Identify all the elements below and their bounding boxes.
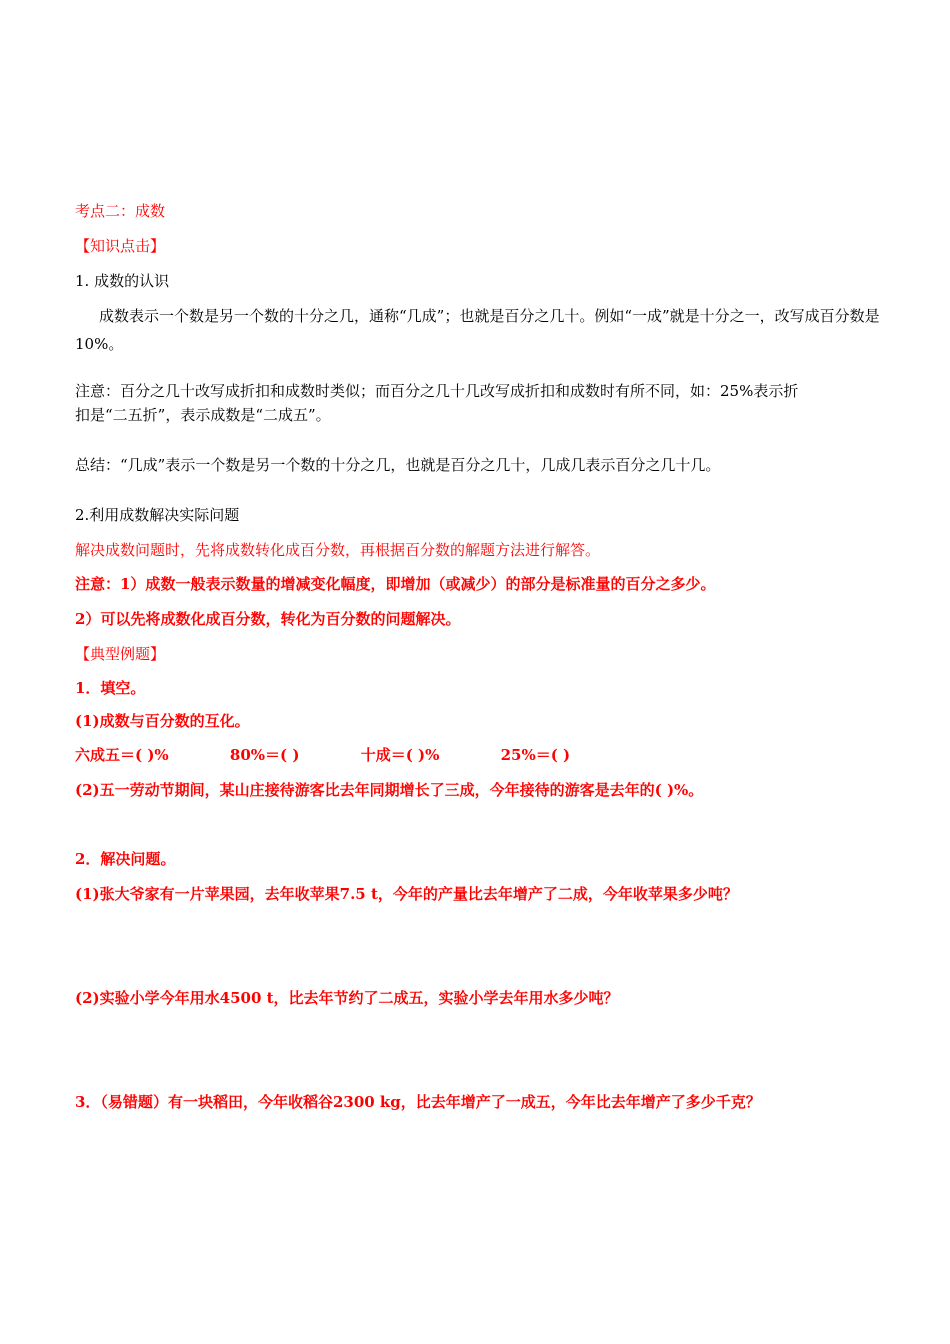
fill-item: 六成五＝( )% xyxy=(75,746,169,764)
knowledge-heading: 【知识点击】 xyxy=(75,237,166,255)
fill-item: 25%＝( ) xyxy=(500,746,571,764)
item1-title: 1. 成数的认识 xyxy=(75,272,170,290)
q2-sub2: (2)实验小学今年用水4500 t，比去年节约了二成五，实验小学去年用水多少吨？ xyxy=(75,989,619,1007)
note-line-2: 扣是“二五折”，表示成数是“二成五”。 xyxy=(75,406,331,424)
item2-note-1: 注意：1）成数一般表示数量的增减变化幅度，即增加（或减少）的部分是标准量的百分之多少。 xyxy=(75,575,716,593)
q1-fill-row xyxy=(75,745,626,765)
note-line-1: 注意：百分之几十改写成折扣和成数时类似；而百分之几十几改写成折扣和成数时有所不同，如：25%表示折 xyxy=(75,382,799,400)
summary: 总结：“几成”表示一个数是另一个数的十分之几，也就是百分之几十，几成几表示百分之几十几。 xyxy=(75,456,721,474)
item1-paragraph: 成数表示一个数是另一个数的十分之几，通称“几成”；也就是百分之几十。例如“一成”就是十分之一，改写成百分数是10%。 xyxy=(75,307,880,353)
q1-title: 1．填空。 xyxy=(75,679,146,697)
item2-note-2: 2）可以先将成数化成百分数，转化为百分数的问题解决。 xyxy=(75,610,461,628)
q3: 3．（易错题）有一块稻田，今年收稻谷2300 kg，比去年增产了一成五，今年比去年增产了多少千克？ xyxy=(75,1093,761,1111)
q1-sub2: (2)五一劳动节期间，某山庄接待游客比去年同期增长了三成，今年接待的游客是去年的( )%。 xyxy=(75,781,704,799)
fill-item: 十成＝( )% xyxy=(360,746,440,764)
q2-title: 2．解决问题。 xyxy=(75,850,176,868)
section-title: 考点二：成数 xyxy=(75,202,166,220)
item2-title: 2.利用成数解决实际问题 xyxy=(75,506,240,524)
fill-item: 80%＝( ) xyxy=(229,746,300,764)
q1-sub1: (1)成数与百分数的互化。 xyxy=(75,712,250,730)
item2-method: 解决成数问题时，先将成数转化成百分数，再根据百分数的解题方法进行解答。 xyxy=(75,541,601,559)
examples-heading: 【典型例题】 xyxy=(75,645,166,663)
q2-sub1: (1)张大爷家有一片苹果园，去年收苹果7.5 t，今年的产量比去年增产了二成，今年收苹果多少吨？ xyxy=(75,885,738,903)
